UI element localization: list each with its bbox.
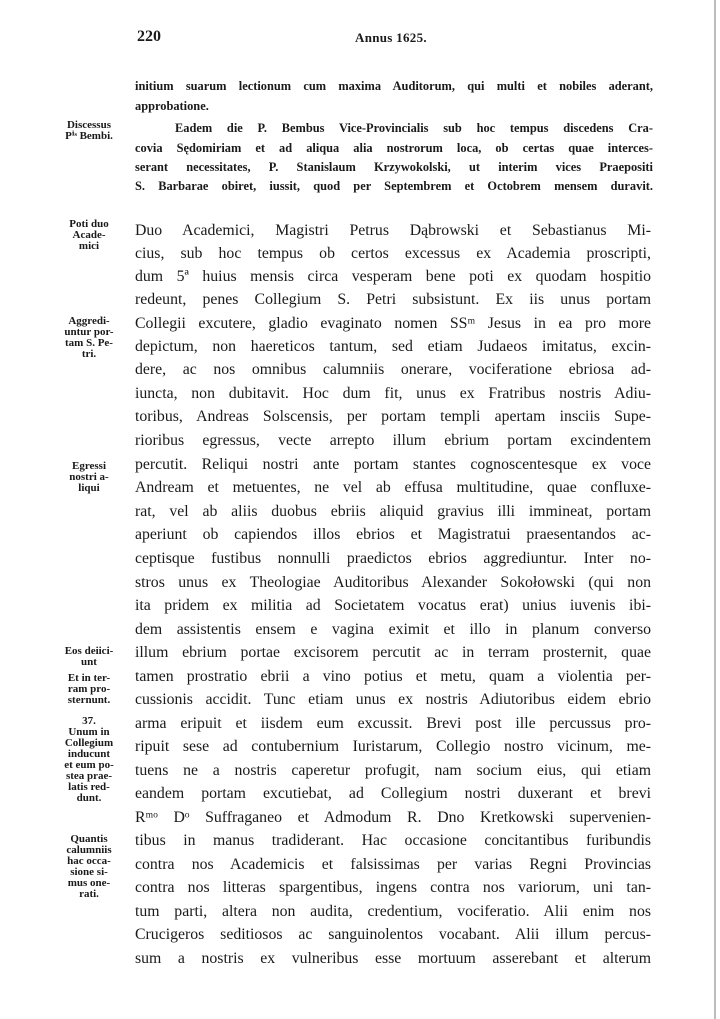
- margin-note-line: Acade-: [72, 229, 106, 241]
- body-line: Rᵐᵒ Dᵒ Suffraganeo et Admodum R. Dno Kretkowski supervenien-: [135, 809, 651, 826]
- running-head: Annus 1625.: [355, 30, 427, 45]
- body-line: tum parti, altera non audita, credentium, vociferatio. Alii enim nos: [135, 903, 651, 920]
- body-line: eandem portam excutiebat, ad Collegium nostri duxerant et brevi: [135, 785, 651, 802]
- body-line: arma eripuit et iisdem eum excussit. Brevi post ille percussus pro-: [135, 715, 651, 732]
- margin-note-line: tam S. Pe-: [65, 337, 113, 349]
- margin-note-line: mici: [78, 240, 100, 252]
- body-line: contra nos litteras spargentibus, ingens contra nos variorum, uni tan-: [135, 879, 651, 896]
- margin-note-line: Discessus: [66, 119, 111, 131]
- body-line: stros unus ex Theologiae Auditoribus Alexander Sokołowski (qui non: [135, 574, 651, 591]
- margin-note-line: Quantis: [70, 833, 108, 845]
- body-line: iuncta, non dubitavit. Hoc dum fit, unus ex Fratribus nostris Adiu-: [135, 385, 651, 402]
- body-line: percutit. Reliqui nostri ante portam stantes cognoscentesque ex voce: [135, 456, 651, 473]
- body-line: dem assistentis ensem e vagina eximit et illo in planum converso: [135, 621, 651, 638]
- small-text-line: initium suarum lectionum cum maxima Auditorum, qui multi et nobiles aderant,: [135, 79, 653, 93]
- page-header: [0, 28, 720, 52]
- margin-note: [48, 834, 130, 900]
- body-line: ita pridem ex militia ad Societatem vocatus erat) unius iuvenis ibi-: [135, 597, 651, 614]
- margin-note-line: inducunt: [67, 748, 111, 760]
- body-line: ceptisque fustibus nonnulli praedictos ebrios aggrediuntur. Inter no-: [135, 550, 651, 567]
- small-text-line: covia Sędomiriam et ad aliqua alia nostrorum loca, ob certas quae interces-: [135, 141, 653, 155]
- body-line: illum ebrium portae excisorem percutit ac in terram prosternit, quae: [135, 644, 651, 661]
- margin-note-line: stea prae-: [65, 770, 113, 782]
- small-text-line: serant necessitates, P. Stanislaum Krzywokolski, ut interim vices Praepositi: [135, 160, 653, 174]
- margin-note-line: et eum po-: [64, 759, 114, 771]
- body-line: sum a nostris ex vulneribus esse mortuum asserebant et alterum: [135, 950, 651, 967]
- margin-note-line: calumniis: [66, 844, 112, 856]
- body-line: contra nos Academicis et falsissimas per varias Regni Provincias: [135, 856, 651, 873]
- body-line: aperiunt ob capiendos illos ebrios et Magistratui praesentandos ac-: [135, 526, 651, 543]
- margin-note: [48, 120, 130, 142]
- body-line: toribus, Andreas Solscensis, per portam templi apertam insciis Supe-: [135, 408, 651, 425]
- margin-note: [48, 219, 130, 252]
- margin-note-line: rati.: [79, 888, 99, 900]
- margin-note-line: sternunt.: [67, 694, 111, 706]
- margin-note-line: sione si-: [70, 866, 108, 878]
- margin-note: [48, 646, 130, 668]
- margin-note-line: hac occa-: [67, 855, 111, 867]
- body-line: tamen prostratio ebrii a vino potius et metu, quam a violentia per-: [135, 668, 651, 685]
- margin-note-line: tri.: [81, 348, 97, 360]
- margin-note-line: latis red-: [68, 781, 110, 793]
- margin-note-line: Unum in: [68, 726, 110, 738]
- margin-note-line: untur por-: [64, 326, 114, 338]
- body-line: rat, vel ab aliis duobus ebriis aliquid gravius illi immineat, portam: [135, 503, 651, 520]
- body-line: dere, ac nos omnibus calumniis onerare, vociferatione ebriosa ad-: [135, 361, 651, 378]
- body-line: tuens ne a nostris caperetur profugit, nam socium eius, qui etiam: [135, 762, 651, 779]
- margin-note: [48, 461, 130, 494]
- margin-note-line: Poti duo: [69, 218, 109, 230]
- margin-note: [48, 716, 130, 804]
- body-line: depictum, non haereticos tantum, sed etiam Judaeos imitatus, excin-: [135, 338, 651, 355]
- body-line: dum 5ª huius mensis circa vesperam bene poti ex quodam hospitio: [135, 268, 651, 285]
- margin-note-line: Pⁱˢ Bembi.: [65, 130, 113, 142]
- small-text-line: S. Barbarae obiret, iussit, quod per Septembrem et Octobrem mensem duravit.: [135, 179, 653, 193]
- body-line: Andream et metuentes, ne vel ab effusa multitudine, quae confluxe-: [135, 479, 651, 496]
- body-line: cius, sub hoc tempus ob certos excessus ex Academia proscripti,: [135, 245, 651, 262]
- body-line: tibus in manus tradiderant. Hac occasione concitantibus furibundis: [135, 832, 651, 849]
- body-line: rioribus egressus, vecte arrepto illum ebrium portam excindentem: [135, 432, 651, 449]
- body-line: Collegii excutere, gladio evaginato nomen SSᵐ Jesus in ea pro more: [135, 315, 651, 332]
- margin-note-line: unt: [81, 656, 97, 668]
- page-edge: [714, 0, 716, 1019]
- body-line: ripuit sese ad contubernium Iuristarum, Collegio nostro vicinum, me-: [135, 738, 651, 755]
- body-line: cussionis accidit. Tunc etiam unus ex nostris Adiutoribus eidem ebrio: [135, 691, 651, 708]
- body-line: Crucigeros seditiosos ac sanguinolentos vocabant. Alii illum percus-: [135, 926, 651, 943]
- margin-note-line: nostri a-: [69, 471, 109, 483]
- margin-note-line: Aggredi-: [68, 315, 110, 327]
- margin-note: [48, 316, 130, 360]
- margin-note-line: Eos deiici-: [64, 645, 114, 657]
- margin-note-line: ram pro-: [67, 683, 111, 695]
- body-line: Duo Academici, Magistri Petrus Dąbrowski et Sebastianus Mi-: [135, 222, 651, 239]
- small-text-line: approbatione.: [135, 99, 209, 113]
- page-number: 220: [137, 28, 161, 45]
- margin-note-line: Et in ter-: [67, 672, 111, 684]
- margin-note-line: 37.: [82, 715, 96, 727]
- small-text-line: Eadem die P. Bembus Vice-Provincialis sub hoc tempus discedens Cra-: [175, 121, 653, 135]
- margin-note-line: dunt.: [76, 792, 102, 804]
- body-line: redeunt, penes Collegium S. Petri subsistunt. Ex iis unus portam: [135, 291, 651, 308]
- margin-note: [48, 673, 130, 706]
- margin-note-line: mus one-: [67, 877, 111, 889]
- margin-note-line: Egressi: [71, 460, 107, 472]
- margin-note-line: liqui: [78, 482, 100, 494]
- margin-note-line: Collegium: [64, 737, 114, 749]
